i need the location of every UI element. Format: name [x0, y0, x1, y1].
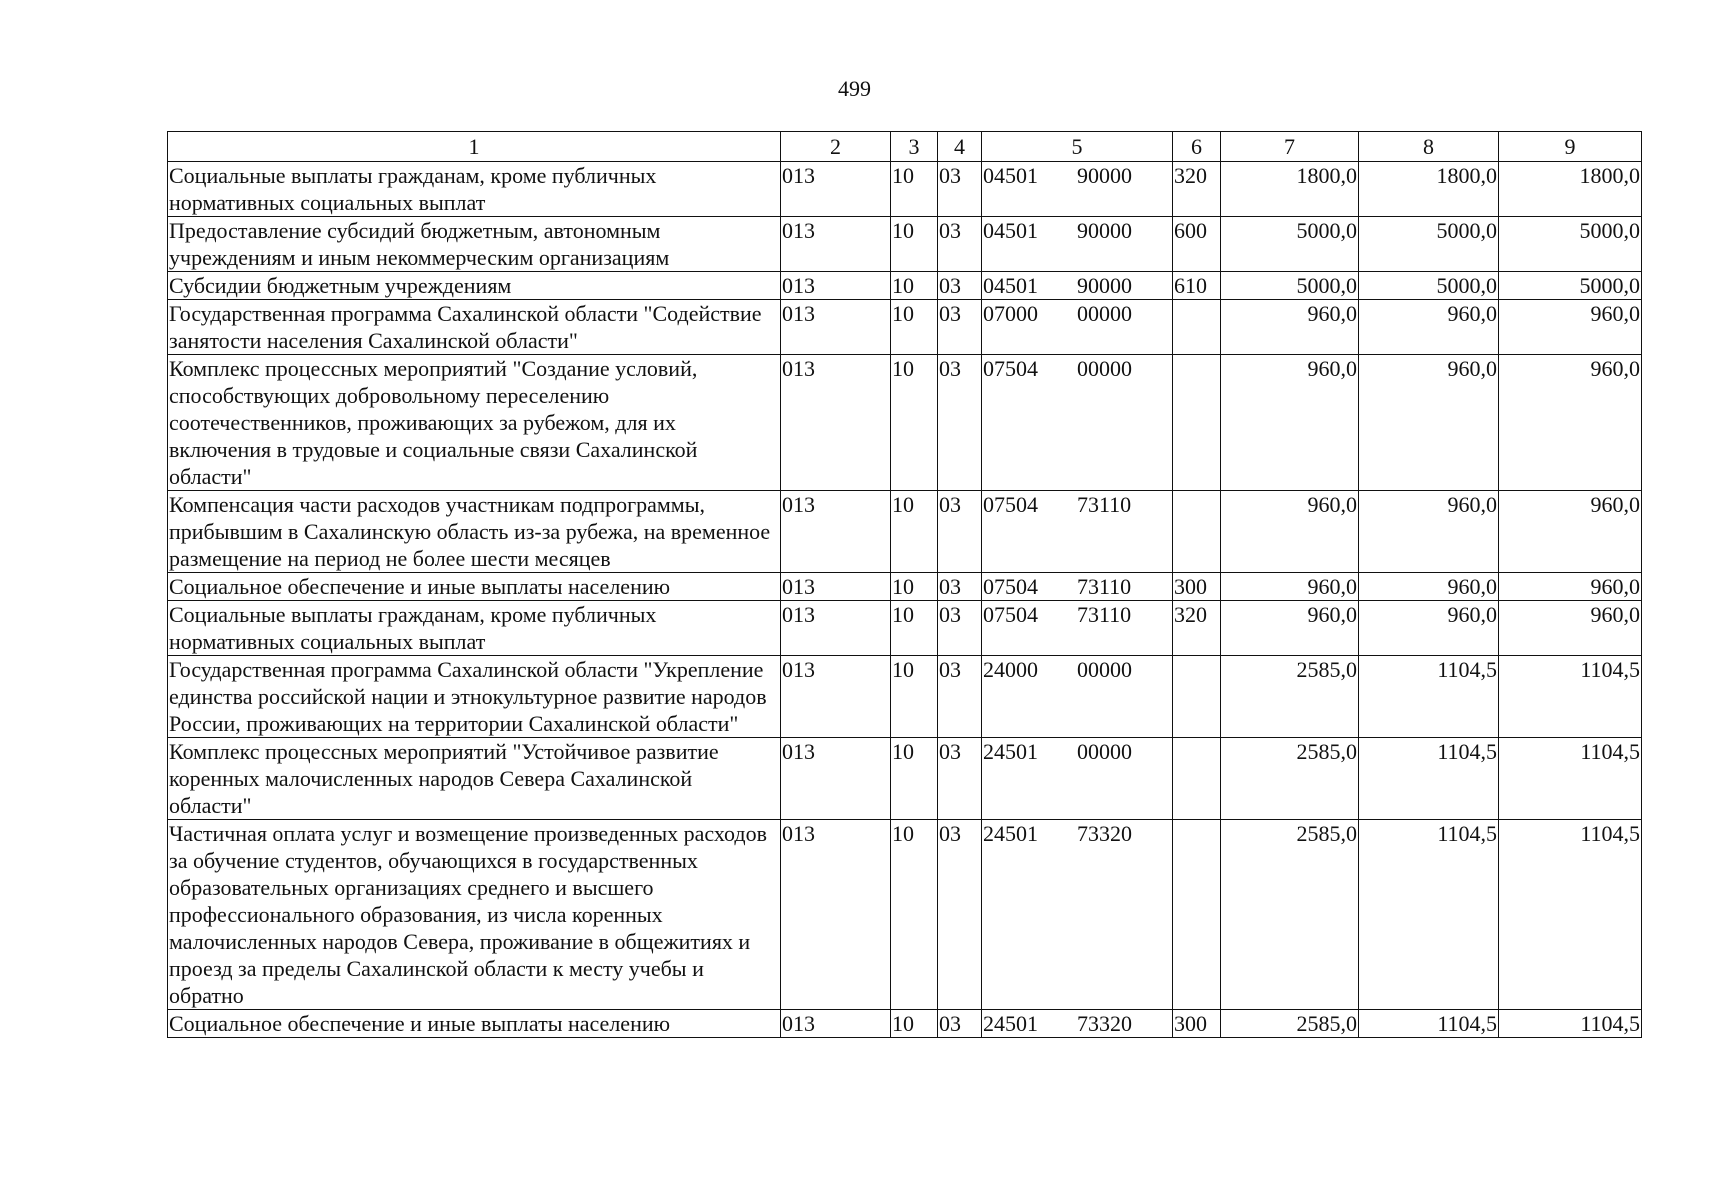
program-code: 04501 — [983, 218, 1038, 243]
amount-col7: 5000,0 — [1221, 272, 1359, 300]
table-row — [168, 491, 1642, 573]
subsection-code: 03 — [938, 601, 982, 656]
section-code: 10 — [891, 272, 938, 300]
direction-code: 00000 — [1077, 356, 1132, 381]
ministry-code: 013 — [781, 217, 891, 272]
subsection-code: 03 — [938, 820, 982, 1010]
target-article-code — [982, 355, 1173, 491]
expense-type-code: 320 — [1173, 162, 1221, 217]
ministry-code: 013 — [781, 300, 891, 355]
section-code: 10 — [891, 573, 938, 601]
section-code: 10 — [891, 656, 938, 738]
table-row — [168, 300, 1642, 355]
subsection-code: 03 — [938, 656, 982, 738]
subsection-code: 03 — [938, 217, 982, 272]
amount-col8: 1800,0 — [1359, 162, 1499, 217]
amount-col9: 1104,5 — [1499, 1010, 1642, 1038]
target-article-code — [982, 272, 1173, 300]
program-code: 07504 — [983, 574, 1038, 599]
ministry-code: 013 — [781, 1010, 891, 1038]
table-row — [168, 601, 1642, 656]
row-name: Социальное обеспечение и иные выплаты населению — [168, 573, 781, 601]
target-article-code — [982, 738, 1173, 820]
amount-col7: 2585,0 — [1221, 656, 1359, 738]
direction-code: 00000 — [1077, 739, 1132, 764]
target-article-code — [982, 300, 1173, 355]
expense-type-code: 610 — [1173, 272, 1221, 300]
program-code: 24501 — [983, 1011, 1038, 1036]
row-name: Компенсация части расходов участникам подпрограммы, прибывшим в Сахалинскую область из-за рубежа, на временное размещение на период не более шести месяцев — [168, 491, 781, 573]
amount-col9: 960,0 — [1499, 573, 1642, 601]
table-row — [168, 820, 1642, 1010]
expense-type-code: 600 — [1173, 217, 1221, 272]
header-row — [168, 132, 1642, 162]
target-article-code — [982, 491, 1173, 573]
program-code: 04501 — [983, 273, 1038, 298]
target-article-code — [982, 820, 1173, 1010]
table-row — [168, 162, 1642, 217]
subsection-code: 03 — [938, 300, 982, 355]
subsection-code: 03 — [938, 272, 982, 300]
table-row — [168, 1010, 1642, 1038]
amount-col8: 960,0 — [1359, 491, 1499, 573]
ministry-code: 013 — [781, 162, 891, 217]
column-header: 9 — [1499, 132, 1642, 162]
subsection-code: 03 — [938, 355, 982, 491]
ministry-code: 013 — [781, 601, 891, 656]
amount-col8: 960,0 — [1359, 573, 1499, 601]
amount-col8: 1104,5 — [1359, 1010, 1499, 1038]
section-code: 10 — [891, 738, 938, 820]
row-name: Социальное обеспечение и иные выплаты населению — [168, 1010, 781, 1038]
ministry-code: 013 — [781, 272, 891, 300]
amount-col8: 960,0 — [1359, 355, 1499, 491]
column-header: 2 — [781, 132, 891, 162]
table-row — [168, 573, 1642, 601]
target-article-code — [982, 601, 1173, 656]
amount-col7: 960,0 — [1221, 601, 1359, 656]
row-name: Частичная оплата услуг и возмещение произведенных расходов за обучение студентов, обучающихся в государственных образовательных организациях среднего и высшего профессионального образования, из числа коренных малочисленных народов Севера, проживание в общежитиях и проезд за пределы Сахалинской области к месту учебы и обратно — [168, 820, 781, 1010]
amount-col7: 960,0 — [1221, 355, 1359, 491]
program-code: 07504 — [983, 356, 1038, 381]
target-article-code — [982, 573, 1173, 601]
row-name: Социальные выплаты гражданам, кроме публичных нормативных социальных выплат — [168, 601, 781, 656]
amount-col9: 1800,0 — [1499, 162, 1642, 217]
expense-type-code — [1173, 820, 1221, 1010]
column-header: 6 — [1173, 132, 1221, 162]
section-code: 10 — [891, 217, 938, 272]
row-name: Комплекс процессных мероприятий "Создание условий, способствующих добровольному переселению соотечественников, проживающих за рубежом, для их включения в трудовые и социальные связи Сахалинской области" — [168, 355, 781, 491]
section-code: 10 — [891, 820, 938, 1010]
ministry-code: 013 — [781, 573, 891, 601]
expense-type-code: 320 — [1173, 601, 1221, 656]
row-name: Социальные выплаты гражданам, кроме публичных нормативных социальных выплат — [168, 162, 781, 217]
section-code: 10 — [891, 355, 938, 491]
ministry-code: 013 — [781, 656, 891, 738]
amount-col9: 960,0 — [1499, 300, 1642, 355]
table-row — [168, 217, 1642, 272]
direction-code: 73110 — [1077, 602, 1132, 627]
subsection-code: 03 — [938, 491, 982, 573]
subsection-code: 03 — [938, 738, 982, 820]
amount-col8: 5000,0 — [1359, 272, 1499, 300]
target-article-code — [982, 656, 1173, 738]
column-header: 5 — [982, 132, 1173, 162]
target-article-code — [982, 162, 1173, 217]
expense-type-code — [1173, 355, 1221, 491]
table-row — [168, 656, 1642, 738]
amount-col8: 960,0 — [1359, 300, 1499, 355]
amount-col7: 960,0 — [1221, 491, 1359, 573]
subsection-code: 03 — [938, 573, 982, 601]
column-header: 3 — [891, 132, 938, 162]
table-row — [168, 738, 1642, 820]
program-code: 24501 — [983, 739, 1038, 764]
ministry-code: 013 — [781, 738, 891, 820]
subsection-code: 03 — [938, 162, 982, 217]
direction-code: 00000 — [1077, 657, 1132, 682]
amount-col9: 5000,0 — [1499, 217, 1642, 272]
direction-code: 00000 — [1077, 301, 1132, 326]
table-row — [168, 272, 1642, 300]
amount-col7: 2585,0 — [1221, 738, 1359, 820]
target-article-code — [982, 1010, 1173, 1038]
expense-type-code: 300 — [1173, 1010, 1221, 1038]
program-code: 07000 — [983, 301, 1038, 326]
ministry-code: 013 — [781, 355, 891, 491]
program-code: 24000 — [983, 657, 1038, 682]
amount-col7: 1800,0 — [1221, 162, 1359, 217]
section-code: 10 — [891, 1010, 938, 1038]
amount-col8: 1104,5 — [1359, 738, 1499, 820]
subsection-code: 03 — [938, 1010, 982, 1038]
budget-table — [167, 131, 1642, 1038]
column-header: 1 — [168, 132, 781, 162]
direction-code: 73320 — [1077, 1011, 1132, 1036]
expense-type-code — [1173, 656, 1221, 738]
table-row — [168, 355, 1642, 491]
page-number: 499 — [838, 76, 871, 101]
amount-col8: 1104,5 — [1359, 656, 1499, 738]
section-code: 10 — [891, 491, 938, 573]
amount-col9: 1104,5 — [1499, 738, 1642, 820]
row-name: Комплекс процессных мероприятий "Устойчивое развитие коренных малочисленных народов Севера Сахалинской области" — [168, 738, 781, 820]
section-code: 10 — [891, 601, 938, 656]
direction-code: 90000 — [1077, 218, 1132, 243]
program-code: 24501 — [983, 821, 1038, 846]
section-code: 10 — [891, 162, 938, 217]
amount-col9: 1104,5 — [1499, 820, 1642, 1010]
row-name: Предоставление субсидий бюджетным, автономным учреждениям и иным некоммерческим организациям — [168, 217, 781, 272]
amount-col7: 2585,0 — [1221, 1010, 1359, 1038]
amount-col7: 960,0 — [1221, 573, 1359, 601]
section-code: 10 — [891, 300, 938, 355]
direction-code: 90000 — [1077, 273, 1132, 298]
program-code: 07504 — [983, 492, 1038, 517]
ministry-code: 013 — [781, 820, 891, 1010]
column-header: 4 — [938, 132, 982, 162]
amount-col7: 5000,0 — [1221, 217, 1359, 272]
program-code: 07504 — [983, 602, 1038, 627]
direction-code: 90000 — [1077, 163, 1132, 188]
amount-col9: 960,0 — [1499, 355, 1642, 491]
target-article-code — [982, 217, 1173, 272]
amount-col7: 2585,0 — [1221, 820, 1359, 1010]
expense-type-code — [1173, 300, 1221, 355]
amount-col9: 960,0 — [1499, 491, 1642, 573]
column-header: 8 — [1359, 132, 1499, 162]
table-body — [168, 162, 1642, 1038]
amount-col9: 960,0 — [1499, 601, 1642, 656]
row-name: Государственная программа Сахалинской области "Укрепление единства российской нации и этнокультурное развитие народов России, проживающих на территории Сахалинской области" — [168, 656, 781, 738]
direction-code: 73320 — [1077, 821, 1132, 846]
amount-col8: 1104,5 — [1359, 820, 1499, 1010]
direction-code: 73110 — [1077, 574, 1132, 599]
ministry-code: 013 — [781, 491, 891, 573]
direction-code: 73110 — [1077, 492, 1132, 517]
amount-col9: 1104,5 — [1499, 656, 1642, 738]
amount-col7: 960,0 — [1221, 300, 1359, 355]
expense-type-code — [1173, 738, 1221, 820]
amount-col9: 5000,0 — [1499, 272, 1642, 300]
program-code: 04501 — [983, 163, 1038, 188]
amount-col8: 960,0 — [1359, 601, 1499, 656]
row-name: Государственная программа Сахалинской области "Содействие занятости населения Сахалинской области" — [168, 300, 781, 355]
expense-type-code: 300 — [1173, 573, 1221, 601]
expense-type-code — [1173, 491, 1221, 573]
row-name: Субсидии бюджетным учреждениям — [168, 272, 781, 300]
column-header: 7 — [1221, 132, 1359, 162]
amount-col8: 5000,0 — [1359, 217, 1499, 272]
